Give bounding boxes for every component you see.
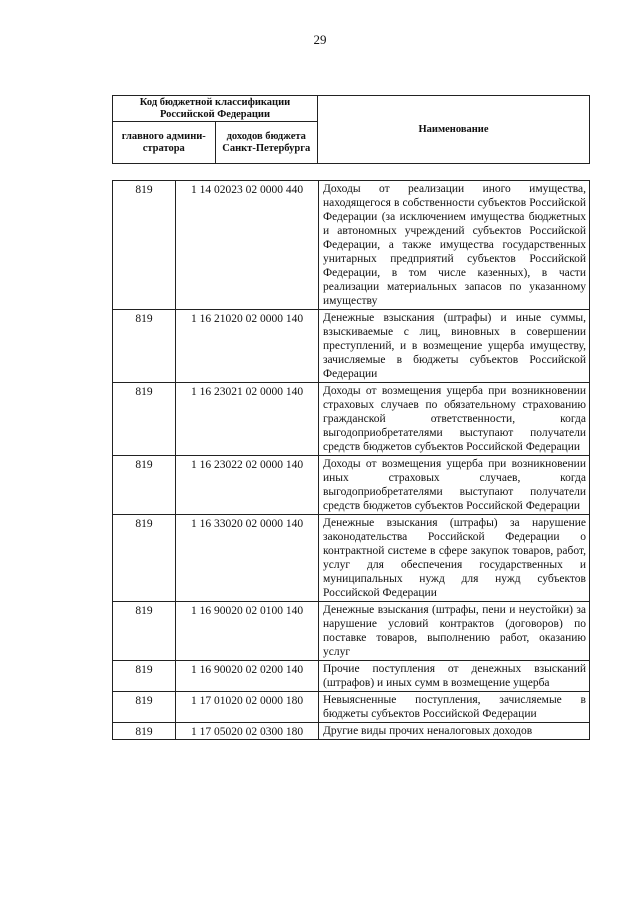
table-row — [113, 692, 590, 723]
row-income-code: 1 16 23022 02 0000 140 — [176, 456, 319, 515]
row-income-code: 1 16 21020 02 0000 140 — [176, 310, 319, 383]
row-name: Денежные взыскания (штрафы) за нарушение законодательства Российской Федерации о контрактной системе в сфере закупок товаров, работ, услуг для обеспечения государственных и муниципальных нужд для нужд субъектов Российской Федерации — [319, 515, 590, 602]
row-admin-code: 819 — [113, 515, 176, 602]
row-admin-code: 819 — [113, 310, 176, 383]
row-name: Невыясненные поступления, зачисляемые в бюджеты субъектов Российской Федерации — [319, 692, 590, 723]
row-admin-code: 819 — [113, 723, 176, 740]
row-income-code: 1 16 90020 02 0200 140 — [176, 661, 319, 692]
row-admin-code: 819 — [113, 692, 176, 723]
row-income-code: 1 17 01020 02 0000 180 — [176, 692, 319, 723]
row-name: Денежные взыскания (штрафы, пени и неустойки) за нарушение условий контрактов (договоров) по поставке товаров, выполнению работ, оказанию услуг — [319, 602, 590, 661]
header-col-name: Наименование — [318, 96, 590, 164]
table-row — [113, 181, 590, 310]
header-table — [112, 95, 590, 164]
header-group-label: Код бюджетной классификации Российской Федерации — [113, 96, 318, 122]
table-row — [113, 456, 590, 515]
row-income-code: 1 16 33020 02 0000 140 — [176, 515, 319, 602]
table-row — [113, 383, 590, 456]
row-name: Денежные взыскания (штрафы) и иные суммы, взыскиваемые с лиц, виновных в совершении преступлений, и в возмещение ущерба имуществу, зачисляемые в бюджеты субъектов Российской Федерации — [319, 310, 590, 383]
row-income-code: 1 17 05020 02 0300 180 — [176, 723, 319, 740]
row-income-code: 1 16 23021 02 0000 140 — [176, 383, 319, 456]
row-admin-code: 819 — [113, 383, 176, 456]
table-row — [113, 723, 590, 740]
classification-table — [112, 180, 590, 740]
table-row — [113, 602, 590, 661]
table-row — [113, 661, 590, 692]
row-name: Доходы от реализации иного имущества, находящегося в собственности субъектов Российской Федерации (за исключением имущества бюджетных и автономных учреждений субъектов Российской Федерации, а также имущества государственных унитарных предприятий субъектов Российской Федерации, в том числе казенных), в части реализации материальных запасов по указанному имуществу — [319, 181, 590, 310]
row-admin-code: 819 — [113, 661, 176, 692]
row-income-code: 1 16 90020 02 0100 140 — [176, 602, 319, 661]
row-name: Доходы от возмещения ущерба при возникновении иных страховых случаев, когда выгодоприобретателями выступают получатели средств бюджетов субъектов Российской Федерации — [319, 456, 590, 515]
page-number: 29 — [313, 32, 327, 47]
row-admin-code: 819 — [113, 456, 176, 515]
row-income-code: 1 14 02023 02 0000 440 — [176, 181, 319, 310]
row-name: Прочие поступления от денежных взысканий (штрафов) и иных сумм в возмещение ущерба — [319, 661, 590, 692]
table-row — [113, 515, 590, 602]
header-col-income: доходов бюджета Санкт-Петербурга — [215, 122, 318, 164]
row-name: Доходы от возмещения ущерба при возникновении страховых случаев по обязательному страхованию гражданской ответственности, когда выгодоприобретателями выступают получатели средств бюджетов субъектов Российской Федерации — [319, 383, 590, 456]
header-col-admin: главного админи-стратора — [113, 122, 216, 164]
table-row — [113, 310, 590, 383]
row-admin-code: 819 — [113, 181, 176, 310]
row-name: Другие виды прочих неналоговых доходов — [319, 723, 590, 740]
row-admin-code: 819 — [113, 602, 176, 661]
